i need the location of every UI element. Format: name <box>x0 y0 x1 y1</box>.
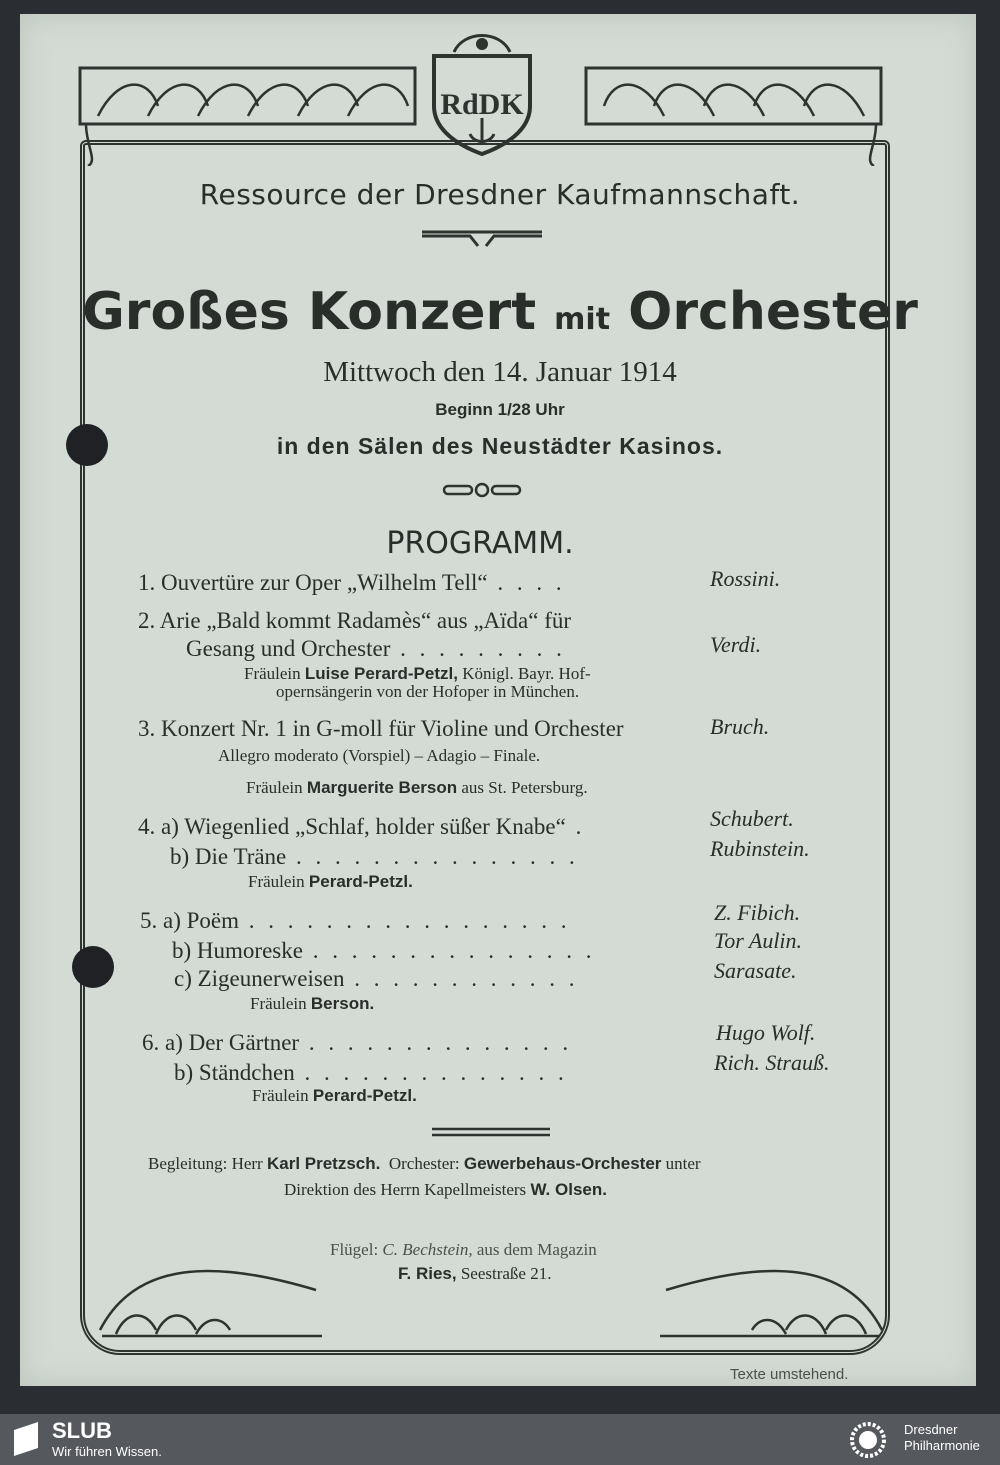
item5b-title: b) Humoreske . . . . . . . . . . . . . . . <box>172 938 596 963</box>
item6b-composer: Rich. Strauß. <box>714 1050 830 1075</box>
bottom-ornament-right <box>656 1250 886 1340</box>
reverse-side-note: Texte umstehend. <box>730 1366 849 1383</box>
slub-logo-icon <box>12 1420 40 1456</box>
item2-composer: Verdi. <box>710 632 762 657</box>
concert-date: Mittwoch den 14. Januar 1914 <box>323 356 677 388</box>
philharmonie-line1[interactable]: Dresdner <box>904 1422 958 1437</box>
item2-performer-line2: opernsängerin von der Hofoper in München. <box>276 682 580 701</box>
item5-performer: Fräulein Berson. <box>250 994 375 1013</box>
bottom-ornament-left <box>96 1250 326 1340</box>
item6-performer: Fräulein Perard-Petzl. <box>252 1086 417 1105</box>
item2-title-line1: 2. Arie „Bald kommt Radamès“ aus „Aïda“ für <box>138 608 572 633</box>
item6b-title: b) Ständchen . . . . . . . . . . . . . . <box>174 1060 568 1085</box>
slub-name[interactable]: SLUB <box>52 1418 112 1443</box>
item4a-composer: Schubert. <box>710 806 794 831</box>
item1-composer: Rossini. <box>710 566 781 591</box>
item6a-composer: Hugo Wolf. <box>716 1020 816 1045</box>
society-name: Ressource der Dresdner Kaufmannschaft. <box>199 178 801 211</box>
piano-credit: Flügel: C. Bechstein, aus dem Magazin <box>330 1240 597 1259</box>
punch-hole-top <box>66 424 108 466</box>
item5a-composer: Z. Fibich. <box>714 900 801 925</box>
item3-performer: Fräulein Marguerite Berson aus St. Petersburg. <box>246 778 588 797</box>
item2-performer: Fräulein Luise Perard-Petzl, Königl. Bayr. Hof- <box>244 664 591 683</box>
concert-title: Großes Konzert mit Orchester <box>82 282 918 342</box>
credits-line2: Direktion des Herrn Kapellmeisters W. Olsen. <box>284 1180 607 1199</box>
item3-composer: Bruch. <box>710 714 770 739</box>
footer-bar <box>0 1414 1000 1465</box>
item5c-title: c) Zigeunerweisen . . . . . . . . . . . . <box>174 966 579 991</box>
begin-time: Beginn 1/28 Uhr <box>435 400 565 419</box>
item1-title: 1. Ouvertüre zur Oper „Wilhelm Tell“ . . . . <box>138 570 566 595</box>
venue: in den Sälen des Neustädter Kasinos. <box>276 433 724 459</box>
slub-tagline: Wir führen Wissen. <box>52 1444 162 1459</box>
divider-middle <box>442 480 522 500</box>
item4-performer: Fräulein Perard-Petzl. <box>248 872 413 891</box>
credits-line1: Begleitung: Herr Karl Pretzsch. Orchester: Gewerbehaus-Orchester unter <box>148 1154 701 1173</box>
store-credit: F. Ries, Seestraße 21. <box>398 1264 552 1283</box>
item4b-title: b) Die Träne . . . . . . . . . . . . . . . <box>170 844 579 869</box>
program-heading: PROGRAMM. <box>386 526 574 561</box>
item5a-title: 5. a) Poëm . . . . . . . . . . . . . . . . . <box>140 908 571 933</box>
punch-hole-bottom <box>72 946 114 988</box>
divider-bottom <box>430 1126 552 1138</box>
item3-title: 3. Konzert Nr. 1 in G-moll für Violine und Orchester <box>138 716 624 741</box>
item4a-title: 4. a) Wiegenlied „Schlaf, holder süßer Knabe“ . <box>138 814 586 839</box>
divider-top <box>420 226 544 250</box>
philharmonie-logo-icon <box>842 1416 894 1464</box>
item3-movements: Allegro moderato (Vorspiel) – Adagio – Finale. <box>218 746 541 765</box>
item5c-composer: Sarasate. <box>714 958 797 983</box>
crest-emblem <box>424 26 540 158</box>
item4b-composer: Rubinstein. <box>710 836 810 861</box>
item5b-composer: Tor Aulin. <box>714 928 803 953</box>
svg-text:RdDK: RdDK <box>440 88 524 121</box>
item2-title-line2: Gesang und Orchester . . . . . . . . . <box>186 636 566 661</box>
philharmonie-line2: Philharmonie <box>904 1438 980 1453</box>
item6a-title: 6. a) Der Gärtner . . . . . . . . . . . . . . <box>142 1030 573 1055</box>
